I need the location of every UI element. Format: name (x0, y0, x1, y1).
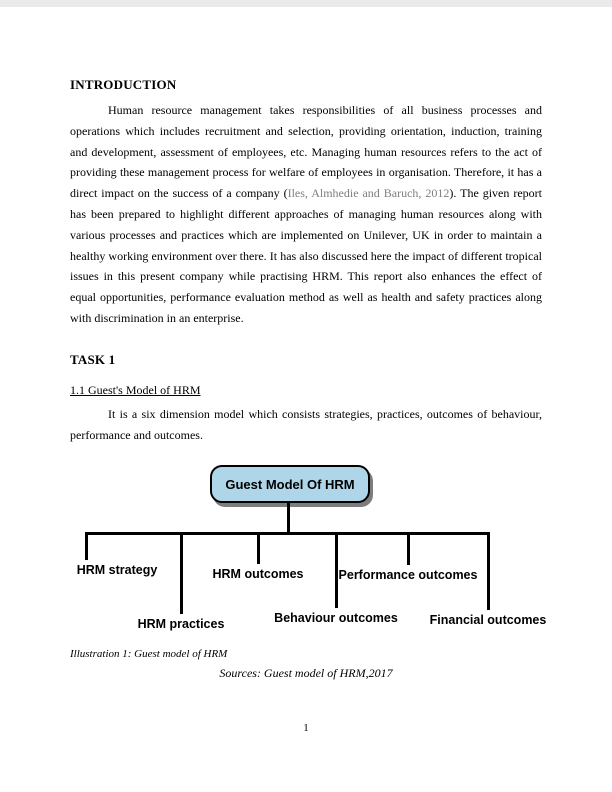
node-hrm-outcomes: HRM outcomes (212, 567, 304, 581)
connector-performance-outcomes (407, 532, 410, 565)
page-top-edge (0, 0, 612, 7)
node-hrm-strategy: HRM strategy (76, 563, 158, 577)
introduction-paragraph (70, 100, 542, 329)
node-behaviour-outcomes: Behaviour outcomes (274, 611, 398, 625)
diagram-source: Sources: Guest model of HRM,2017 (219, 666, 393, 680)
task1-heading: TASK 1 (70, 352, 116, 367)
connector-root (287, 501, 290, 532)
page-number: 1 (303, 722, 309, 734)
connector-horizontal (85, 532, 489, 535)
diagram-root-node: Guest Model Of HRM (210, 465, 370, 503)
guest-model-diagram (0, 460, 612, 650)
task1-subheading: 1.1 Guest's Model of HRM (70, 383, 201, 397)
citation-text: Iles, Almhedie and Baruch, 2012 (287, 186, 450, 201)
task1-paragraph: It is a six dimension model which consists strategies, practices, outcomes of behaviour, performance and outcomes. (70, 407, 542, 442)
intro-text-after-citation: ). The given report has been prepared to highlight different approaches of managing human resources along with various processes and practices which are implemented on Unilever, UK in order to maintain a healthy working environment over there. It has also discussed here the impact of different tropical issues in this present company while practising HRM. This report also enhances the effect of equal opportunities, performance evaluation method as well as health and safety practices along with discrimination in an enterprise. (70, 186, 542, 325)
node-financial-outcomes: Financial outcomes (429, 613, 547, 627)
node-performance-outcomes: Performance outcomes (338, 568, 478, 582)
node-hrm-practices: HRM practices (137, 617, 225, 631)
introduction-heading: INTRODUCTION (70, 77, 177, 92)
connector-hrm-outcomes (257, 532, 260, 564)
intro-text-before-citation: Human resource management takes responsibilities of all business processes and operations which includes recruitment and selection, providing orientation, induction, training and development, assessment of employees, etc. Managing human resources refers to the act of providing these management process for welfare of employees in organisation. Therefore, it has a direct impact on the success of a company ( (70, 103, 542, 201)
illustration-caption: Illustration 1: Guest model of HRM (70, 648, 228, 660)
connector-hrm-strategy (85, 532, 88, 560)
